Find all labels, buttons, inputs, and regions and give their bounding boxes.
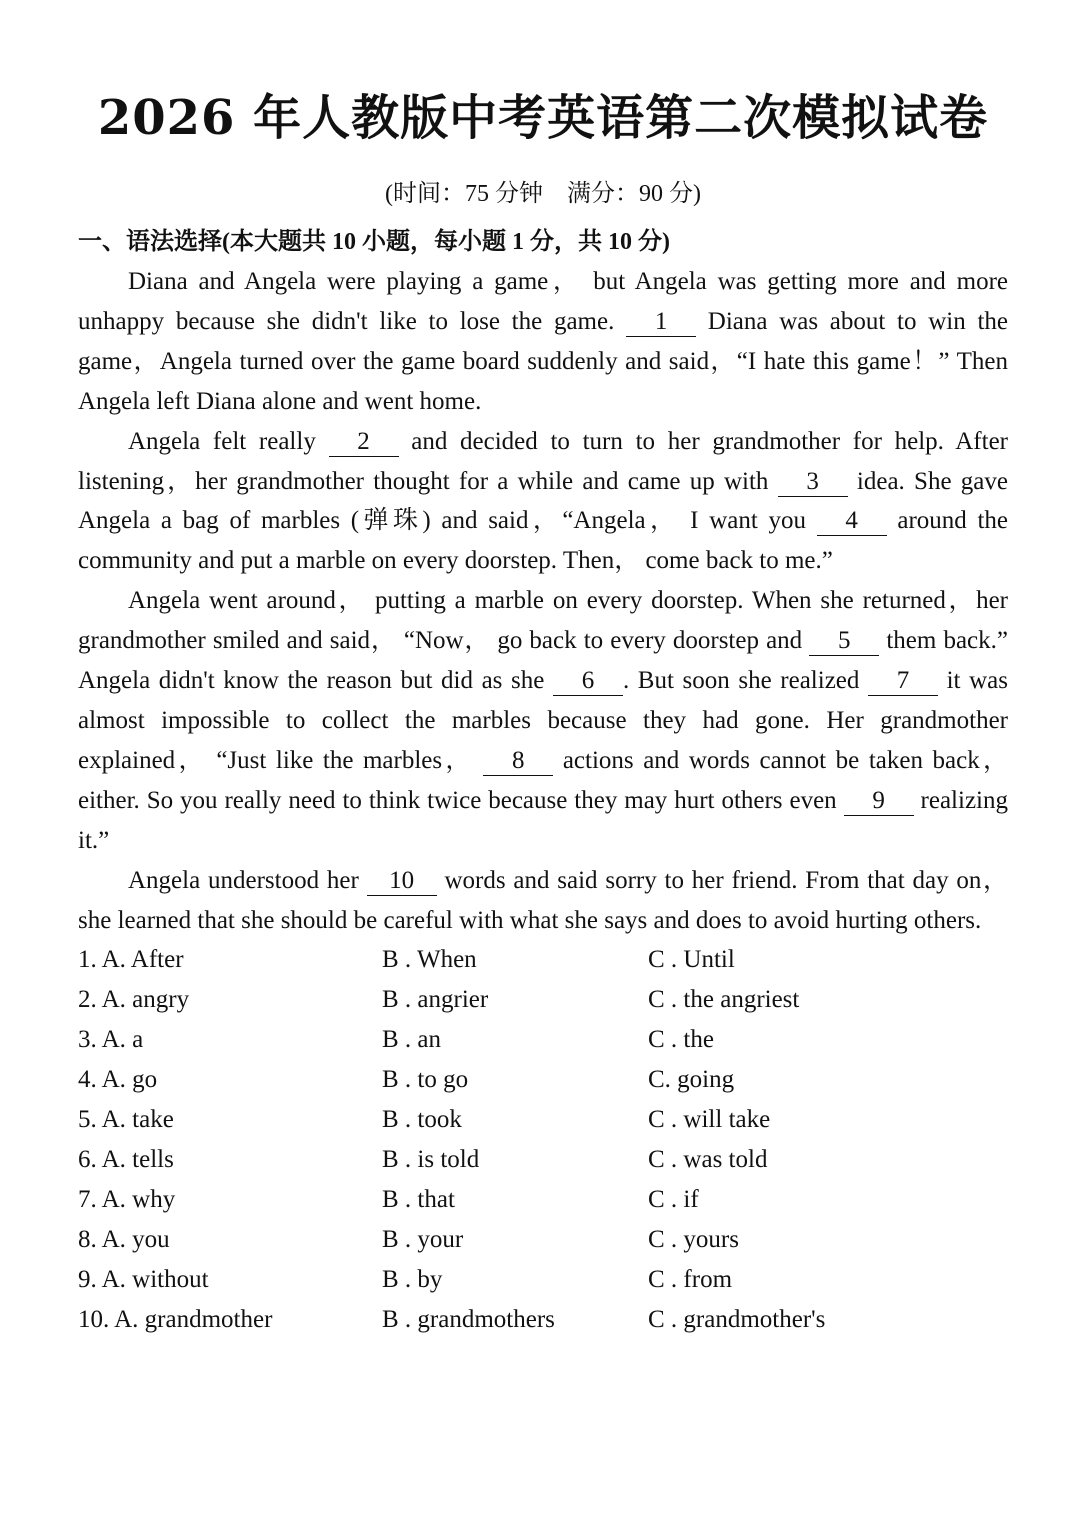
exam-title: 2026 年人教版中考英语第二次模拟试卷 — [97, 90, 989, 146]
option-b: B . an — [382, 1026, 442, 1054]
blank-6: 6 — [553, 667, 623, 696]
section-heading: 一、语法选择(本大题共 10 小题，每小题 1 分，共 10 分) — [78, 229, 670, 255]
blank-8: 8 — [483, 747, 553, 776]
option-c: C . yours — [648, 1225, 739, 1253]
option-c: C . Until — [648, 946, 735, 974]
passage-paragraph-1 — [78, 262, 1008, 422]
option-row — [78, 1100, 1008, 1140]
option-b: B . angrier — [382, 986, 489, 1014]
passage-text: Angela felt really — [128, 427, 329, 455]
option-b: B . When — [382, 946, 477, 974]
option-row — [78, 980, 1008, 1020]
option-row — [78, 940, 1008, 980]
answer-options — [78, 940, 1008, 1339]
passage-text: and decided to turn to her grandmother for help. After listening，her grandmother thought for a while and came up with — [78, 427, 1008, 495]
option-row — [78, 1180, 1008, 1220]
option-a: 7. A. why — [78, 1185, 176, 1213]
passage-text: around the community and put a marble on every doorstep. Then， come back to me.” — [78, 507, 1009, 575]
option-a: 10. A. grandmother — [78, 1305, 273, 1333]
exam-subtitle: (时间：75 分钟 满分：90 分) — [385, 181, 701, 207]
option-b: B . to go — [382, 1066, 469, 1094]
option-c: C. going — [648, 1066, 735, 1094]
blank-2: 2 — [329, 428, 399, 457]
option-c: C . if — [648, 1185, 699, 1213]
passage-paragraph-2 — [78, 422, 1008, 582]
passage-paragraph-3 — [78, 581, 1008, 860]
option-a: 4. A. go — [78, 1066, 158, 1094]
option-row — [78, 1260, 1008, 1300]
passage-text: Diana and Angela were playing a game， but Angela was getting more and more unhappy because she didn't like to lose the game. — [78, 268, 1008, 335]
option-row — [78, 1220, 1008, 1260]
passage-paragraph-4 — [78, 861, 1008, 941]
passage-text: idea. She gave Angela a bag of marbles (弹珠) and said，“Angela， I want you — [78, 467, 1008, 535]
passage-text: Angela went around， putting a marble on every doorstep. When she returned，her grandmother smiled and said， “Now， go back to every doorstep and — [78, 587, 1008, 655]
option-b: B . grandmothers — [382, 1305, 555, 1333]
option-b: B . that — [382, 1185, 455, 1213]
option-a: 3. A. a — [78, 1026, 144, 1054]
cloze-passage — [78, 262, 1008, 940]
option-row — [78, 1020, 1008, 1060]
passage-text: realizing it.” — [78, 786, 1008, 854]
option-c: C . will take — [648, 1106, 771, 1134]
passage-text: it was almost impossible to collect the marbles because they had gone. Her grandmother explained， “Just like the marbles， — [78, 667, 1008, 774]
option-row — [78, 1300, 1008, 1340]
option-a: 9. A. without — [78, 1265, 209, 1293]
option-b: B . is told — [382, 1145, 480, 1173]
option-b: B . took — [382, 1106, 462, 1134]
option-a: 2. A. angry — [78, 986, 190, 1014]
passage-text: words and said sorry to her friend. From that day on， she learned that she should be careful with what she says and does to avoid hurting others. — [78, 866, 1008, 934]
passage-text: Angela understood her — [128, 866, 367, 894]
blank-1: 1 — [626, 308, 696, 337]
blank-4: 4 — [817, 507, 887, 536]
option-row — [78, 1140, 1008, 1180]
option-c: C . from — [648, 1265, 733, 1293]
option-b: B . by — [382, 1265, 443, 1293]
option-a: 5. A. take — [78, 1106, 174, 1134]
blank-10: 10 — [367, 867, 437, 896]
option-c: C . the — [648, 1026, 714, 1054]
option-c: C . grandmother's — [648, 1305, 826, 1333]
blank-7: 7 — [868, 667, 938, 696]
option-row — [78, 1060, 1008, 1100]
passage-text: actions and words cannot be taken back， either. So you really need to think twice because they may hurt others even — [78, 746, 1008, 814]
blank-5: 5 — [809, 627, 879, 656]
passage-text: Diana was about to win the game，Angela turned over the game board suddenly and said，“I hate this game！” Then Angela left Diana alone and went home. — [78, 307, 1008, 415]
passage-text: them back.” Angela didn't know the reason but did as she — [78, 627, 1008, 695]
option-a: 8. A. you — [78, 1225, 170, 1253]
blank-9: 9 — [844, 787, 914, 816]
passage-text: . But soon she realized — [622, 667, 868, 695]
option-a: 1. A. After — [78, 946, 184, 974]
blank-3: 3 — [778, 468, 848, 497]
option-b: B . your — [382, 1225, 464, 1253]
option-a: 6. A. tells — [78, 1145, 174, 1173]
option-c: C . was told — [648, 1145, 768, 1173]
option-c: C . the angriest — [648, 986, 800, 1014]
